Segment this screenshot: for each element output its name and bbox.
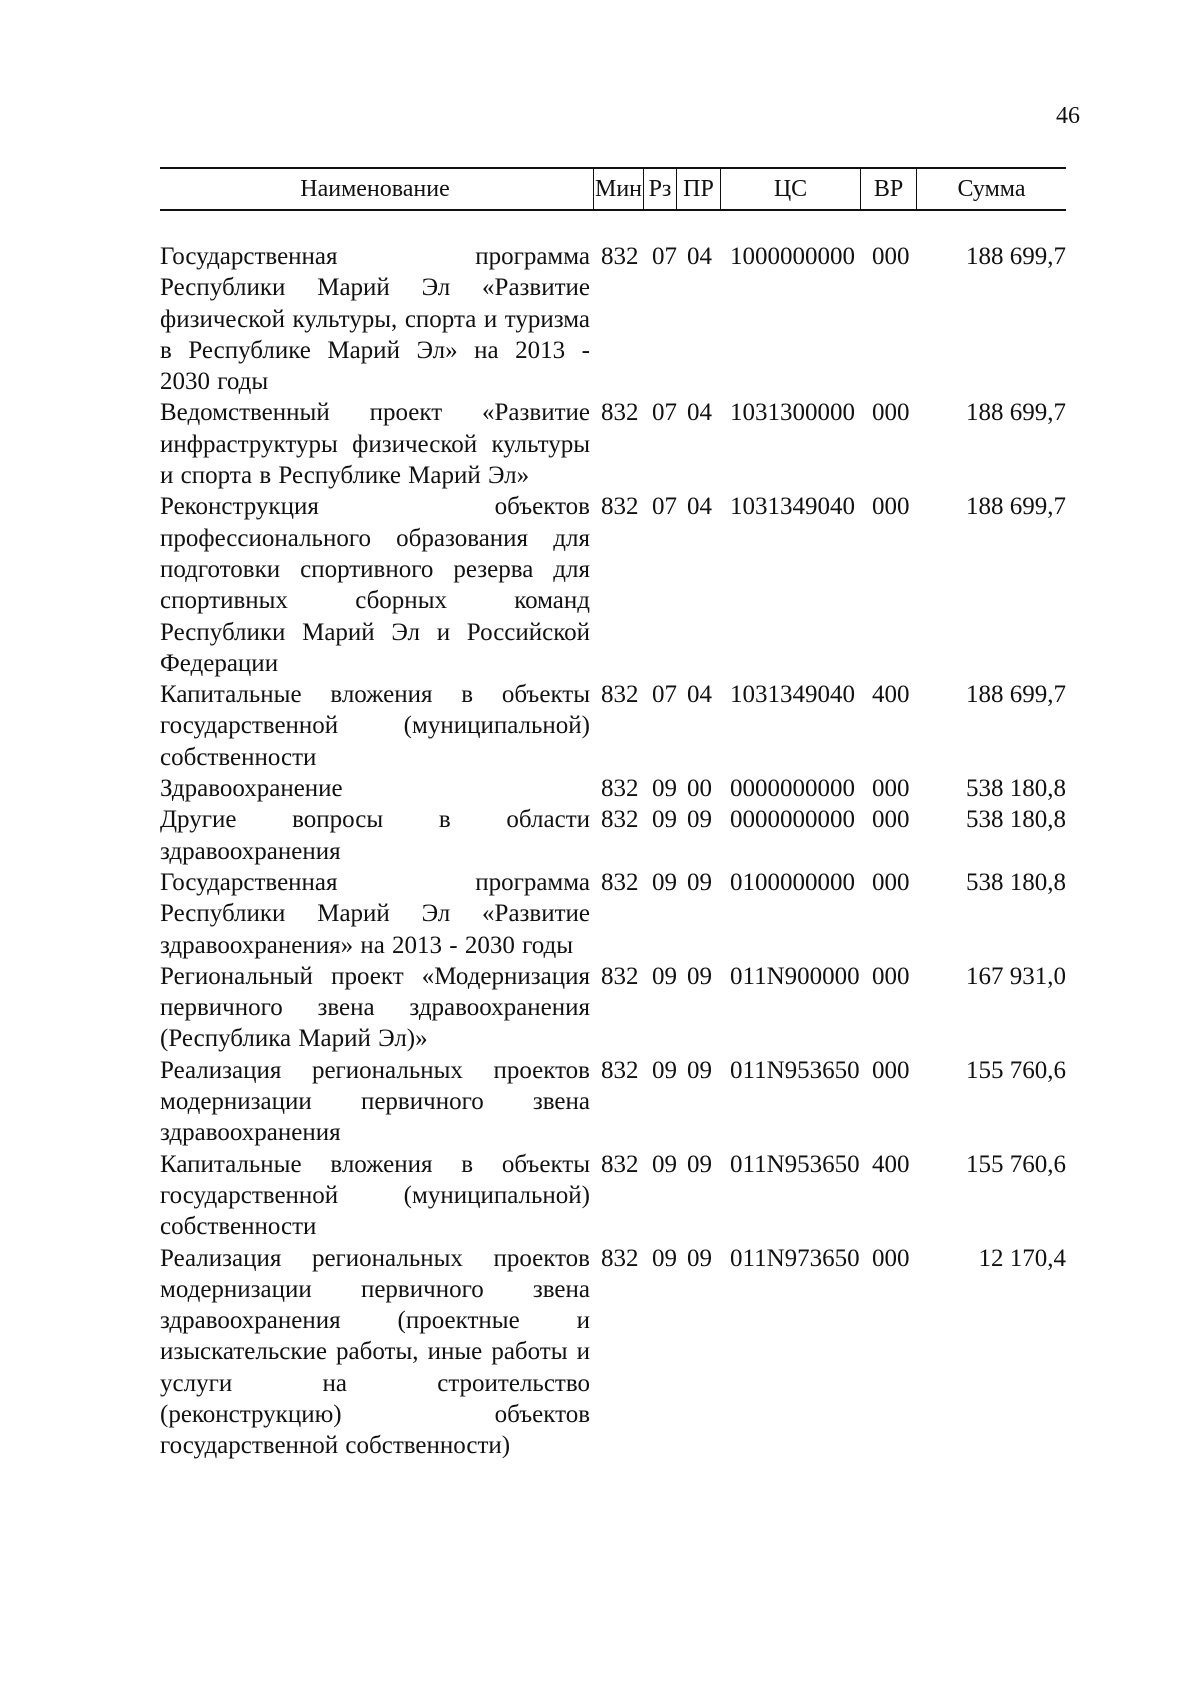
row-pr: 04 <box>687 243 712 270</box>
row-vr: 000 <box>872 775 910 803</box>
row-rz: 07 <box>652 493 677 521</box>
row-vr: 400 <box>872 681 910 709</box>
table-row <box>160 679 1066 773</box>
table-row <box>160 1149 1066 1243</box>
row-rz: 07 <box>652 399 677 427</box>
row-min: 832 <box>601 1150 639 1178</box>
header-sum: Сумма <box>916 169 1066 209</box>
row-min: 832 <box>601 868 639 896</box>
row-rz: 09 <box>652 1150 677 1178</box>
table-row <box>160 397 1066 491</box>
row-pr: 09 <box>687 1150 712 1178</box>
row-vr: 000 <box>872 1056 910 1084</box>
row-cs: 1000000000 <box>730 243 855 270</box>
row-rz: 09 <box>652 806 677 834</box>
row-sum: 188 699,7 <box>966 681 1066 709</box>
row-pr: 04 <box>687 399 712 427</box>
row-name: Другие вопросы в области здравоохранения <box>160 806 590 865</box>
row-pr: 09 <box>687 1056 712 1084</box>
table-row <box>160 491 1066 679</box>
row-cs: 011N973650 <box>730 1244 860 1272</box>
row-cs: 0100000000 <box>730 868 855 896</box>
row-cs: 011N900000 <box>730 962 860 990</box>
row-vr: 000 <box>872 868 910 896</box>
row-pr: 04 <box>687 681 712 709</box>
row-sum: 188 699,7 <box>966 399 1066 427</box>
row-sum: 12 170,4 <box>978 1244 1066 1272</box>
row-rz: 09 <box>652 1056 677 1084</box>
row-cs: 1031349040 <box>730 493 855 521</box>
header-name: Наименование <box>300 176 450 202</box>
row-rz: 09 <box>652 962 677 990</box>
row-cs: 0000000000 <box>730 775 855 803</box>
row-rz: 09 <box>652 1244 677 1272</box>
row-name: Государственная программа Республики Марий Эл «Развитие физической культуры, спорта и туризма в Республике Марий Эл» на 2013 - 2030 годы <box>160 243 590 396</box>
row-sum: 538 180,8 <box>966 806 1066 834</box>
row-name: Капитальные вложения в объекты государственной (муниципальной) собственности <box>160 681 590 771</box>
row-name: Ведомственный проект «Развитие инфраструктуры физической культуры и спорта в Республике Марий Эл» <box>160 399 590 490</box>
header-vr: ВР <box>860 169 916 209</box>
row-name: Капитальные вложения в объекты государственной (муниципальной) собственности <box>160 1150 590 1241</box>
row-min: 832 <box>601 962 639 990</box>
row-min: 832 <box>601 243 639 270</box>
header-min: Мин <box>593 169 643 209</box>
row-pr: 09 <box>687 806 712 834</box>
row-sum: 188 699,7 <box>966 493 1066 521</box>
table-header <box>160 167 1066 211</box>
row-min: 832 <box>601 493 639 521</box>
row-rz: 09 <box>652 775 677 803</box>
row-sum: 155 760,6 <box>966 1056 1066 1084</box>
row-cs: 011N953650 <box>730 1150 860 1178</box>
row-sum: 155 760,6 <box>966 1150 1066 1178</box>
row-pr: 04 <box>687 493 712 521</box>
row-min: 832 <box>601 806 639 834</box>
row-name: Реконструкция объектов профессионального образования для подготовки спортивного резерва для спортивных сборных команд Республики Марий Эл и Российской Федерации <box>160 493 590 677</box>
row-vr: 000 <box>872 243 910 270</box>
row-min: 832 <box>601 775 639 803</box>
row-name: Реализация региональных проектов модернизации первичного звена здравоохранения <box>160 1056 590 1147</box>
row-vr: 000 <box>872 399 910 427</box>
row-vr: 000 <box>872 493 910 521</box>
row-sum: 188 699,7 <box>966 243 1066 270</box>
row-sum: 167 931,0 <box>966 962 1066 990</box>
table-row <box>160 241 1066 397</box>
row-cs: 1031349040 <box>730 681 855 709</box>
row-name: Здравоохранение <box>160 775 343 803</box>
row-rz: 07 <box>652 243 677 270</box>
row-min: 832 <box>601 681 639 709</box>
row-rz: 09 <box>652 868 677 896</box>
row-pr: 00 <box>687 775 712 803</box>
table-body <box>160 241 1066 1462</box>
table-row <box>160 1055 1066 1149</box>
row-cs: 011N953650 <box>730 1056 860 1084</box>
row-min: 832 <box>601 1056 639 1084</box>
row-pr: 09 <box>687 962 712 990</box>
row-pr: 09 <box>687 1244 712 1272</box>
row-min: 832 <box>601 1244 639 1272</box>
row-pr: 09 <box>687 868 712 896</box>
table-row <box>160 773 1066 804</box>
row-sum: 538 180,8 <box>966 775 1066 803</box>
row-name: Региональный проект «Модернизация первичного звена здравоохранения (Республика Марий Эл)» <box>160 962 590 1053</box>
row-vr: 000 <box>872 962 910 990</box>
row-sum: 538 180,8 <box>966 868 1066 896</box>
row-name: Государственная программа Республики Марий Эл «Развитие здравоохранения» на 2013 - 2030 годы <box>160 868 590 959</box>
table-row <box>160 804 1066 867</box>
row-cs: 1031300000 <box>730 399 855 427</box>
header-cs: ЦС <box>720 169 860 209</box>
row-vr: 000 <box>872 1244 910 1272</box>
row-cs: 0000000000 <box>730 806 855 834</box>
row-vr: 000 <box>872 806 910 834</box>
page-number: 46 <box>1056 103 1080 129</box>
table-row <box>160 1243 1066 1462</box>
row-rz: 07 <box>652 681 677 709</box>
row-min: 832 <box>601 399 639 427</box>
header-pr: ПР <box>676 169 720 209</box>
table-row <box>160 961 1066 1055</box>
header-rz: Рз <box>643 169 676 209</box>
row-name: Реализация региональных проектов модернизации первичного звена здравоохранения (проектные и изыскательские работы, иные работы и услуги на строительство (реконструкцию) объектов государственной собственности) <box>160 1244 590 1460</box>
table-row <box>160 867 1066 961</box>
row-vr: 400 <box>872 1150 910 1178</box>
